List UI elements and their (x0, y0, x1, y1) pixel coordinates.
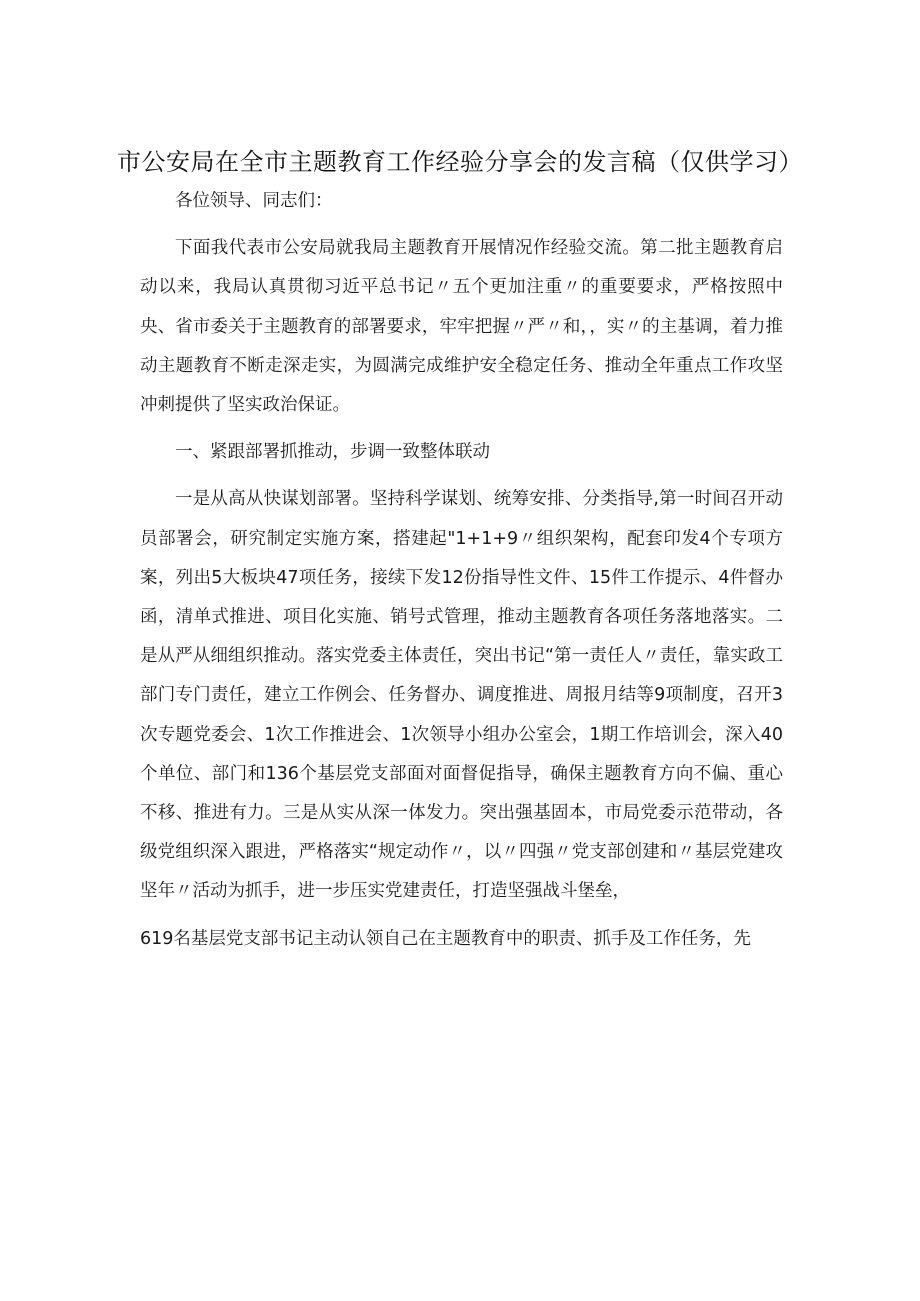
intro-paragraph: 下面我代表市公安局就我局主题教育开展情况作经验交流。第二批主题教育启动以来，我局认真贯彻习近平总书记〃五个更加注重〃的重要要求，严格按照中央、省市委关于主题教育的部署要求，牢牢把握〃严〃和，，实〃的主基调，着力推动主题教育不断走深走实，为圆满完成维护安全稳定任务、推动全年重点工作攻坚冲刺提供了坚实政治保证。 (140, 238, 783, 416)
section-heading: 一、紧跟部署抓推动，步调一致整体联动 (175, 442, 490, 463)
document-body (140, 182, 783, 959)
greeting-line: 各位领导、同志们： (175, 191, 333, 211)
continuation-paragraph: 619名基层党支部书记主动认领自己在主题教育中的职责、抓手及工作任务，先 (140, 928, 751, 949)
body-paragraph: 一是从高从快谋划部署。坚持科学谋划、统筹安排、分类指导,第一时间召开动员部署会，研究制定实施方案，搭建起"1+1+9〃组织架构，配套印发4个专项方案，列出5大板块47项任务，接续下发12份指导性文件、15件工作提示、4件督办函，清单式推进、项目化实施、销号式管理，推动主题教育各项任务落地落实。二是从严从细组织推动。落实党委主体责任，突出书记“第一责任人〃责任，靠实政工部门专门责任，建立工作例会、任务督办、调度推进、周报月结等9项制度，召开3次专题党委会、1次工作推进会、1次领导小组办公室会，1期工作培训会，深入40个单位、部门和136个基层党支部面对面督促指导，确保主题教育方向不偏、重心不移、推进有力。三是从实从深一体发力。突出强基固本，市局党委示范带动，各级党组织深入跟进，严格落实“规定动作〃，以〃四强〃党支部创建和〃基层党建攻坚年〃活动为抓手，进一步压实党建责任，打造坚强战斗堡垒， (140, 489, 783, 902)
document-title: 市公安局在全市主题教育工作经验分享会的发言稿（仅供学习） (117, 148, 803, 176)
